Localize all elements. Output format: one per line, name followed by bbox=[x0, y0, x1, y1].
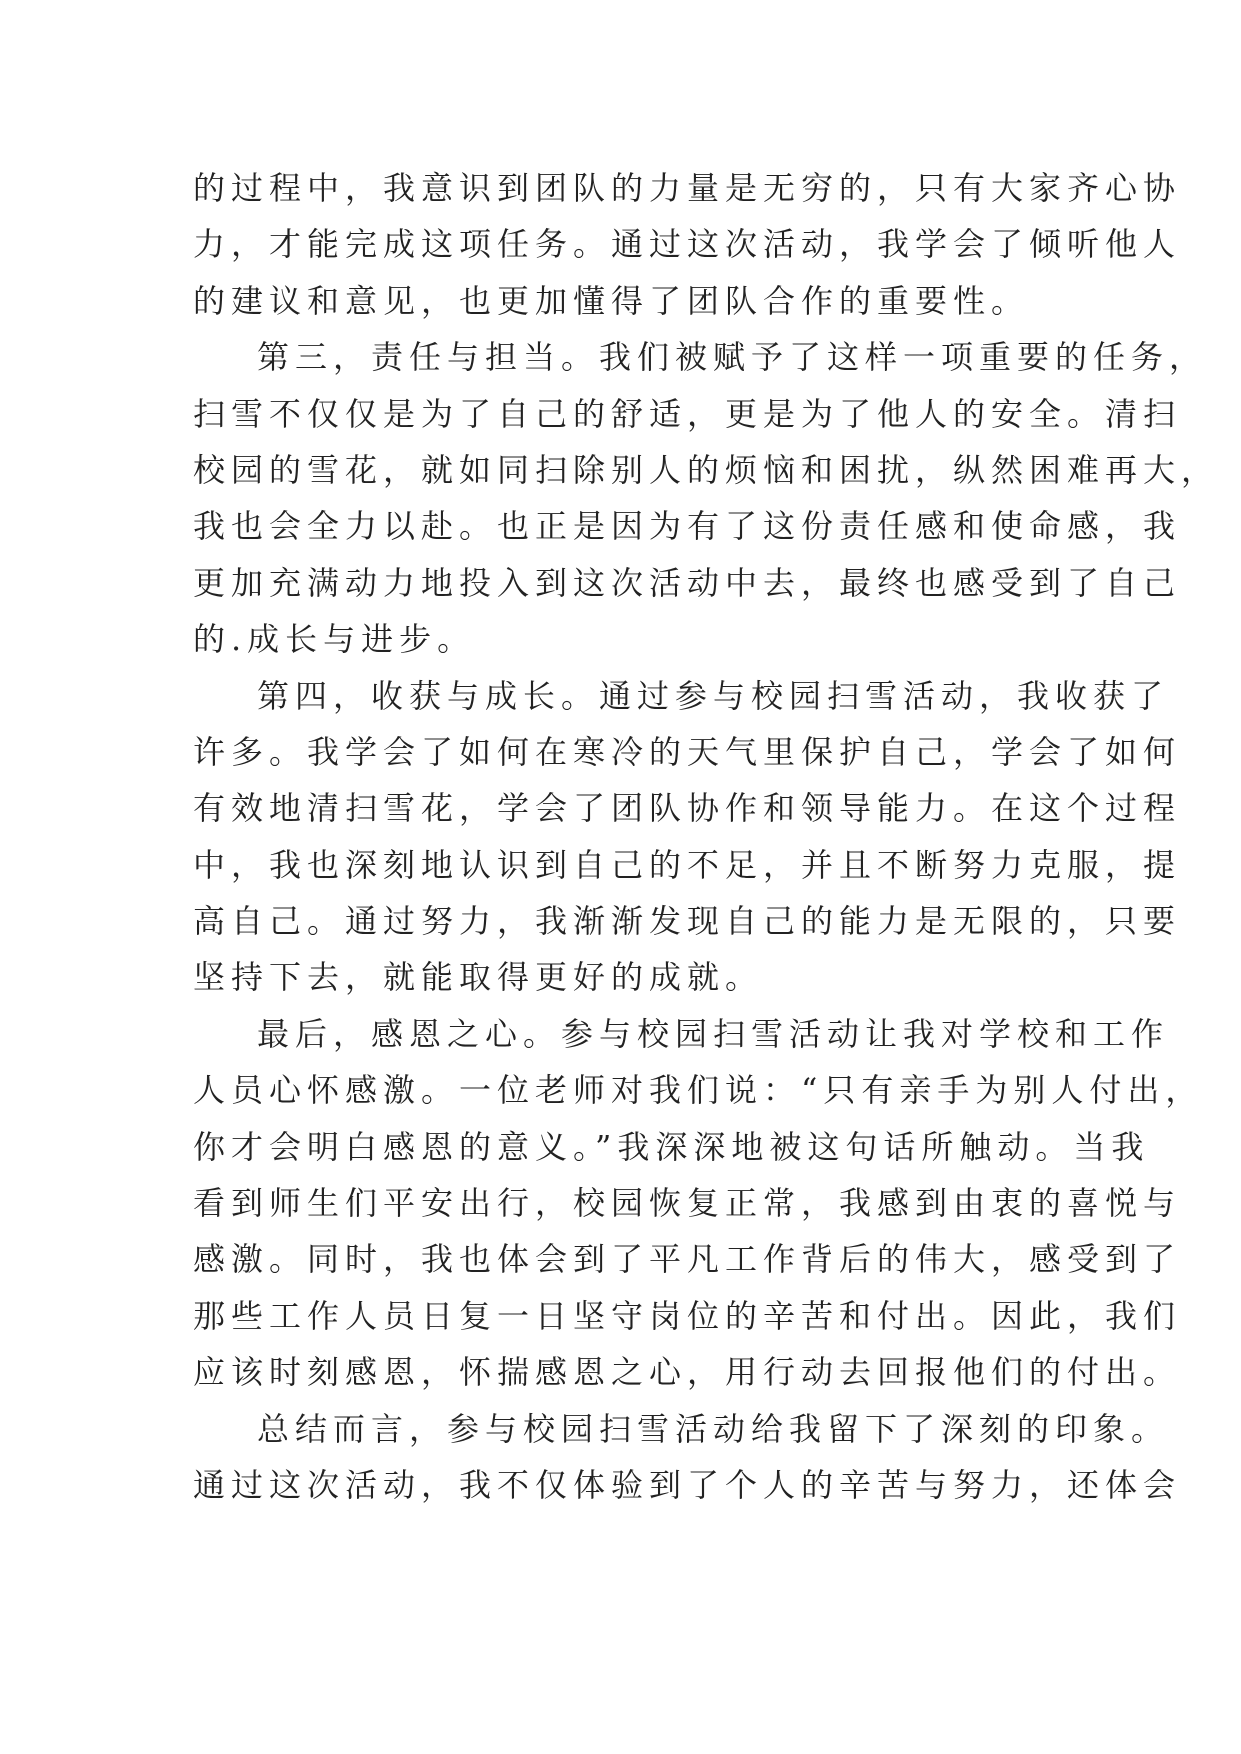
text-line: 力，才能完成这项任务。通过这次活动，我学会了倾听他人 bbox=[193, 225, 1182, 264]
text-line: 那些工作人员日复一日坚守岗位的辛苦和付出。因此，我们 bbox=[193, 1296, 1182, 1335]
text-line: 我也会全力以赴。也正是因为有了这份责任感和使命感，我 bbox=[193, 507, 1182, 546]
paragraph-start-line: 第三，责任与担当。我们被赋予了这样一项重要的任务， bbox=[257, 338, 1208, 377]
text-line: 通过这次活动，我不仅体验到了个人的辛苦与努力，还体会 bbox=[193, 1465, 1182, 1504]
text-line: 的过程中，我意识到团队的力量是无穷的，只有大家齐心协 bbox=[193, 169, 1182, 207]
text-line: 坚持下去，就能取得更好的成就。 bbox=[193, 958, 764, 997]
text-line: 人员心怀感激。一位老师对我们说：“只有亲手为别人付出， bbox=[193, 1071, 1204, 1110]
text-line: 有效地清扫雪花，学会了团队协作和领导能力。在这个过程 bbox=[193, 789, 1182, 828]
text-line: 你才会明白感恩的意义。”我深深地被这句话所触动。当我 bbox=[193, 1127, 1150, 1166]
text-line: 许多。我学会了如何在寒冷的天气里保护自己，学会了如何 bbox=[193, 732, 1182, 771]
text-line: 的.成长与进步。 bbox=[193, 620, 476, 659]
text-line: 高自己。通过努力，我渐渐发现自己的能力是无限的，只要 bbox=[193, 902, 1182, 941]
text-line: 感激。同时，我也体会到了平凡工作背后的伟大，感受到了 bbox=[193, 1240, 1182, 1279]
text-line: 看到师生们平安出行，校园恢复正常，我感到由衷的喜悦与 bbox=[193, 1184, 1182, 1223]
body-text bbox=[193, 160, 1220, 1513]
paragraph-start-line: 总结而言，参与校园扫雪活动给我留下了深刻的印象。 bbox=[257, 1409, 1170, 1448]
text-line: 应该时刻感恩，怀揣感恩之心，用行动去回报他们的付出。 bbox=[193, 1353, 1182, 1392]
paragraph-start-line: 最后，感恩之心。参与校园扫雪活动让我对学校和工作 bbox=[257, 1014, 1170, 1053]
text-line: 的建议和意见，也更加懂得了团队合作的重要性。 bbox=[193, 281, 1030, 320]
text-line: 更加充满动力地投入到这次活动中去，最终也感受到了自己 bbox=[193, 563, 1182, 602]
text-line: 扫雪不仅仅是为了自己的舒适，更是为了他人的安全。清扫 bbox=[193, 394, 1182, 433]
text-line: 校园的雪花，就如同扫除别人的烦恼和困扰，纵然困难再大， bbox=[193, 450, 1220, 489]
paragraph-start-line: 第四，收获与成长。通过参与校园扫雪活动，我收获了 bbox=[257, 676, 1170, 715]
text-line: 中，我也深刻地认识到自己的不足，并且不断努力克服，提 bbox=[193, 845, 1182, 884]
